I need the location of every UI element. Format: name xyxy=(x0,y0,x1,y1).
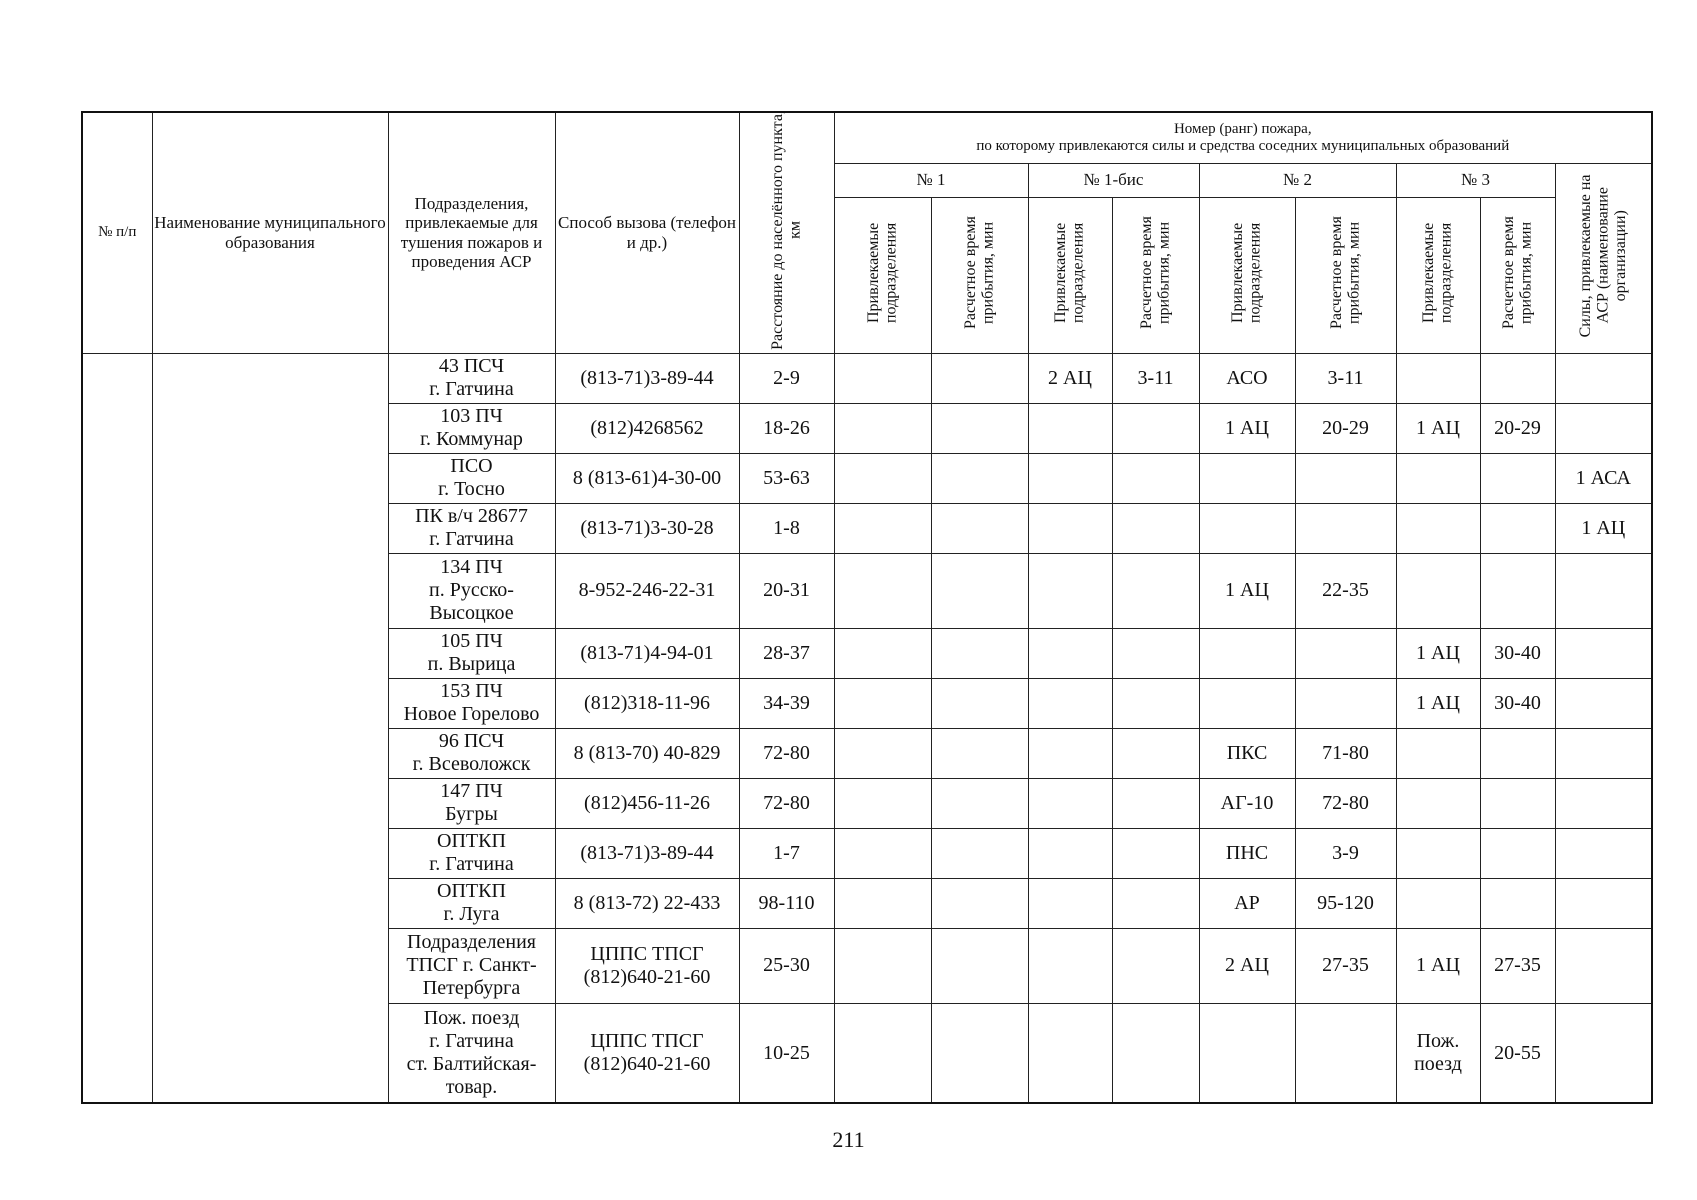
call-method-line: ЦППС ТПСГ xyxy=(590,942,704,965)
rank3-time-cell xyxy=(1480,778,1555,828)
rank3-units-cell xyxy=(1396,728,1480,778)
unit-line: товар. xyxy=(445,1076,498,1099)
rank2-units-cell: 1 АЦ xyxy=(1199,553,1295,628)
call-method-cell xyxy=(555,828,739,878)
rank1-units-cell xyxy=(834,878,931,928)
rank3-time-cell: 30-40 xyxy=(1480,678,1555,728)
rank3-units-cell: 1 АЦ xyxy=(1396,403,1480,453)
asr-cell xyxy=(1555,403,1652,453)
unit-line: г. Коммунар xyxy=(420,428,523,451)
rank2-time-cell xyxy=(1295,678,1396,728)
call-method-line: (812)318-11-96 xyxy=(584,691,710,714)
header-call-method: Способ вызова (телефон и др.) xyxy=(555,112,739,353)
rank1bis-time-cell xyxy=(1112,928,1199,1003)
rank3-time-cell: 27-35 xyxy=(1480,928,1555,1003)
call-method-line: 8 (813-61)4-30-00 xyxy=(572,466,722,489)
call-method-line: (812)4268562 xyxy=(590,416,704,439)
fire-forces-table xyxy=(81,111,1653,1104)
asr-cell xyxy=(1555,728,1652,778)
header-municipality: Наименование муниципального образования xyxy=(152,112,388,353)
page-number: 211 xyxy=(832,1127,865,1152)
rank1-units-cell xyxy=(834,678,931,728)
call-method-line: 8 (813-70) 40-829 xyxy=(573,741,721,764)
unit-cell xyxy=(388,353,555,403)
rank3-time-cell: 20-55 xyxy=(1480,1003,1555,1103)
unit-cell xyxy=(388,878,555,928)
asr-cell: 1 АЦ xyxy=(1555,503,1652,553)
distance-cell: 72-80 xyxy=(739,728,834,778)
rank3-units-cell: Пож. поезд xyxy=(1396,1003,1480,1103)
unit-line: г. Тосно xyxy=(438,478,505,501)
rank1-time-cell xyxy=(931,403,1028,453)
rank2-units-cell xyxy=(1199,453,1295,503)
rank1-time-cell xyxy=(931,503,1028,553)
rank1bis-time-cell xyxy=(1112,403,1199,453)
unit-line: ОПТКП xyxy=(437,830,506,853)
rank2-units-cell: 1 АЦ xyxy=(1199,403,1295,453)
rank2-units-cell: АР xyxy=(1199,878,1295,928)
rank3-units-cell xyxy=(1396,503,1480,553)
unit-cell xyxy=(388,403,555,453)
rank3-units-cell xyxy=(1396,353,1480,403)
unit-line: г. Гатчина xyxy=(429,378,514,401)
rank2-time-cell: 72-80 xyxy=(1295,778,1396,828)
rank2-time-cell xyxy=(1295,1003,1396,1103)
rank2-units-cell: АГ-10 xyxy=(1199,778,1295,828)
distance-cell: 53-63 xyxy=(739,453,834,503)
rank1bis-time-cell xyxy=(1112,1003,1199,1103)
unit-line: ОПТКП xyxy=(437,880,506,903)
rank2-time-cell: 3-9 xyxy=(1295,828,1396,878)
header-rank-3: № 3 xyxy=(1396,163,1555,197)
call-method-line: 8 (813-72) 22-433 xyxy=(573,891,721,914)
distance-cell: 25-30 xyxy=(739,928,834,1003)
rank2-units-cell: АСО xyxy=(1199,353,1295,403)
rank3-time-cell xyxy=(1480,353,1555,403)
unit-cell xyxy=(388,453,555,503)
rank2-units-cell xyxy=(1199,503,1295,553)
call-method-line: (812)640-21-60 xyxy=(583,965,711,988)
rank1-time-cell xyxy=(931,1003,1028,1103)
rank2-time-cell xyxy=(1295,628,1396,678)
unit-line: г. Луга xyxy=(443,903,500,926)
call-method-cell xyxy=(555,728,739,778)
distance-cell: 20-31 xyxy=(739,553,834,628)
rank1bis-units-cell xyxy=(1028,453,1112,503)
rank1-time-cell xyxy=(931,553,1028,628)
unit-line: ПК в/ч 28677 xyxy=(415,505,528,528)
rank2-units-cell: 2 АЦ xyxy=(1199,928,1295,1003)
header-r1bis-units: Привлекаемые подразделения xyxy=(1028,197,1112,353)
unit-cell xyxy=(388,678,555,728)
call-method-cell xyxy=(555,628,739,678)
rank3-units-cell: 1 АЦ xyxy=(1396,678,1480,728)
rank3-time-cell xyxy=(1480,503,1555,553)
unit-line: п. Вырица xyxy=(427,653,516,676)
asr-cell xyxy=(1555,828,1652,878)
unit-line: г. Всеволожск xyxy=(412,753,531,776)
rank1bis-units-cell xyxy=(1028,628,1112,678)
rank3-time-cell xyxy=(1480,828,1555,878)
unit-cell xyxy=(388,728,555,778)
call-method-cell xyxy=(555,928,739,1003)
rank3-time-cell xyxy=(1480,553,1555,628)
rank1bis-time-cell xyxy=(1112,778,1199,828)
unit-line: 134 ПЧ xyxy=(440,556,503,579)
distance-cell: 10-25 xyxy=(739,1003,834,1103)
unit-line: п. Русско- xyxy=(429,579,514,602)
call-method-line: (812)456-11-26 xyxy=(584,791,710,814)
rank1-units-cell xyxy=(834,928,931,1003)
rank2-time-cell: 71-80 xyxy=(1295,728,1396,778)
rank2-units-cell xyxy=(1199,678,1295,728)
distance-cell: 72-80 xyxy=(739,778,834,828)
unit-cell xyxy=(388,778,555,828)
unit-line: ТПСГ г. Санкт- xyxy=(406,954,537,977)
rank1-time-cell xyxy=(931,828,1028,878)
rank1-time-cell xyxy=(931,928,1028,1003)
call-method-line: ЦППС ТПСГ xyxy=(590,1030,704,1053)
rank1-time-cell xyxy=(931,628,1028,678)
unit-cell xyxy=(388,553,555,628)
call-method-line: 8-952-246-22-31 xyxy=(578,579,716,602)
header-rank-1: № 1 xyxy=(834,163,1028,197)
rank3-units-cell xyxy=(1396,828,1480,878)
header-rank-2: № 2 xyxy=(1199,163,1396,197)
header-rank-1bis: № 1-бис xyxy=(1028,163,1199,197)
unit-line: 153 ПЧ xyxy=(440,680,503,703)
rank3-units-cell xyxy=(1396,453,1480,503)
header-units: Подразделения, привлекаемые для тушения пожаров и проведения АСР xyxy=(388,112,555,353)
unit-line: Пож. поезд xyxy=(423,1007,520,1030)
unit-line: Петербурга xyxy=(422,977,521,1000)
distance-cell: 2-9 xyxy=(739,353,834,403)
header-r2-time: Расчетное время прибытия, мин xyxy=(1295,197,1396,353)
unit-line: г. Гатчина xyxy=(429,1030,514,1053)
rank2-time-cell: 20-29 xyxy=(1295,403,1396,453)
rank1bis-time-cell xyxy=(1112,553,1199,628)
unit-line: ст. Балтийская- xyxy=(406,1053,537,1076)
rank3-units-cell xyxy=(1396,778,1480,828)
call-method-cell xyxy=(555,353,739,403)
unit-cell xyxy=(388,628,555,678)
rank1bis-time-cell xyxy=(1112,628,1199,678)
table-body xyxy=(82,353,1652,1103)
rank1-time-cell xyxy=(931,878,1028,928)
unit-cell xyxy=(388,928,555,1003)
municipality-cell xyxy=(152,353,388,1103)
rank1bis-units-cell xyxy=(1028,1003,1112,1103)
unit-cell xyxy=(388,1003,555,1103)
distance-cell: 1-7 xyxy=(739,828,834,878)
header-fire-rank xyxy=(834,112,1652,163)
number-cell xyxy=(82,353,152,1103)
rank1bis-units-cell xyxy=(1028,928,1112,1003)
rank1-units-cell xyxy=(834,503,931,553)
unit-line: 105 ПЧ xyxy=(440,630,503,653)
asr-cell xyxy=(1555,628,1652,678)
rank1bis-time-cell xyxy=(1112,453,1199,503)
rank1bis-time-cell xyxy=(1112,503,1199,553)
asr-cell xyxy=(1555,928,1652,1003)
unit-cell xyxy=(388,503,555,553)
unit-line: г. Гатчина xyxy=(429,853,514,876)
header-r3-time: Расчетное время прибытия, мин xyxy=(1480,197,1555,353)
rank1bis-time-cell xyxy=(1112,878,1199,928)
distance-cell: 28-37 xyxy=(739,628,834,678)
rank3-time-cell xyxy=(1480,453,1555,503)
call-method-cell xyxy=(555,403,739,453)
rank1-units-cell xyxy=(834,778,931,828)
rank3-units-cell xyxy=(1396,878,1480,928)
rank1-units-cell xyxy=(834,403,931,453)
rank2-time-cell: 3-11 xyxy=(1295,353,1396,403)
call-method-line: (812)640-21-60 xyxy=(583,1053,711,1076)
call-method-cell xyxy=(555,503,739,553)
rank1bis-time-cell xyxy=(1112,828,1199,878)
rank1bis-units-cell xyxy=(1028,503,1112,553)
header-fire-rank-line2: по которому привлекаются силы и средства соседних муниципальных образований xyxy=(976,137,1510,154)
table-row xyxy=(82,353,1652,403)
rank1-time-cell xyxy=(931,728,1028,778)
call-method-line: (813-71)3-89-44 xyxy=(580,841,714,864)
rank1-time-cell xyxy=(931,678,1028,728)
rank2-units-cell: ПКС xyxy=(1199,728,1295,778)
rank2-units-cell xyxy=(1199,1003,1295,1103)
asr-cell xyxy=(1555,778,1652,828)
header-r1bis-time: Расчетное время прибытия, мин xyxy=(1112,197,1199,353)
rank1-units-cell xyxy=(834,453,931,503)
rank1-units-cell xyxy=(834,553,931,628)
rank3-units-cell: 1 АЦ xyxy=(1396,928,1480,1003)
rank1-time-cell xyxy=(931,778,1028,828)
rank2-time-cell xyxy=(1295,453,1396,503)
rank2-time-cell: 22-35 xyxy=(1295,553,1396,628)
rank3-time-cell xyxy=(1480,878,1555,928)
rank2-units-cell: ПНС xyxy=(1199,828,1295,878)
header-r2-units: Привлекаемые подразделения xyxy=(1199,197,1295,353)
rank2-time-cell: 95-120 xyxy=(1295,878,1396,928)
unit-line: Бугры xyxy=(445,803,498,826)
call-method-cell xyxy=(555,453,739,503)
unit-line: г. Гатчина xyxy=(429,528,514,551)
rank1bis-units-cell xyxy=(1028,553,1112,628)
rank3-units-cell xyxy=(1396,553,1480,628)
rank1bis-units-cell xyxy=(1028,778,1112,828)
asr-cell xyxy=(1555,678,1652,728)
rank1bis-time-cell: 3-11 xyxy=(1112,353,1199,403)
call-method-cell xyxy=(555,678,739,728)
rank1bis-units-cell xyxy=(1028,403,1112,453)
asr-cell xyxy=(1555,553,1652,628)
header-asr-forces: Силы, привлекаемые на АСР (наименование организации) xyxy=(1555,163,1652,353)
rank1-units-cell xyxy=(834,1003,931,1103)
rank3-units-cell: 1 АЦ xyxy=(1396,628,1480,678)
rank1-units-cell xyxy=(834,628,931,678)
rank2-time-cell: 27-35 xyxy=(1295,928,1396,1003)
call-method-cell xyxy=(555,778,739,828)
unit-line: Подразделения xyxy=(407,931,536,954)
rank1-units-cell xyxy=(834,353,931,403)
rank1bis-units-cell: 2 АЦ xyxy=(1028,353,1112,403)
unit-line: 43 ПСЧ xyxy=(438,355,505,378)
rank1-time-cell xyxy=(931,453,1028,503)
rank1bis-time-cell xyxy=(1112,728,1199,778)
header-r1-units: Привлекаемые подразделения xyxy=(834,197,931,353)
call-method-line: (813-71)3-30-28 xyxy=(580,516,714,539)
unit-line: ПСО xyxy=(450,455,493,478)
distance-cell: 1-8 xyxy=(739,503,834,553)
unit-line: 96 ПСЧ xyxy=(438,730,505,753)
call-method-line: (813-71)4-94-01 xyxy=(580,641,714,664)
distance-cell: 98-110 xyxy=(739,878,834,928)
rank1bis-units-cell xyxy=(1028,878,1112,928)
header-r1-time: Расчетное время прибытия, мин xyxy=(931,197,1028,353)
rank1bis-time-cell xyxy=(1112,678,1199,728)
call-method-cell xyxy=(555,1003,739,1103)
unit-line: Новое Горелово xyxy=(403,703,540,726)
rank2-units-cell xyxy=(1199,628,1295,678)
rank1bis-units-cell xyxy=(1028,828,1112,878)
header-number: № п/п xyxy=(82,112,152,353)
rank1-units-cell xyxy=(834,828,931,878)
header-r3-units: Привлекаемые подразделения xyxy=(1396,197,1480,353)
asr-cell xyxy=(1555,1003,1652,1103)
unit-line: 147 ПЧ xyxy=(440,780,503,803)
call-method-line: (813-71)3-89-44 xyxy=(580,366,714,389)
unit-line: Высоцкое xyxy=(429,602,514,625)
rank1-units-cell xyxy=(834,728,931,778)
unit-line: 103 ПЧ xyxy=(440,405,503,428)
distance-cell: 18-26 xyxy=(739,403,834,453)
rank3-time-cell: 30-40 xyxy=(1480,628,1555,678)
header-fire-rank-line1: Номер (ранг) пожара, xyxy=(1173,120,1312,137)
call-method-cell xyxy=(555,878,739,928)
unit-cell xyxy=(388,828,555,878)
distance-cell: 34-39 xyxy=(739,678,834,728)
rank3-time-cell: 20-29 xyxy=(1480,403,1555,453)
asr-cell: 1 АСА xyxy=(1555,453,1652,503)
asr-cell xyxy=(1555,353,1652,403)
rank1bis-units-cell xyxy=(1028,678,1112,728)
call-method-cell xyxy=(555,553,739,628)
rank1bis-units-cell xyxy=(1028,728,1112,778)
asr-cell xyxy=(1555,878,1652,928)
header-distance: Расстояние до населённого пункта, км xyxy=(739,112,834,353)
rank3-time-cell xyxy=(1480,728,1555,778)
rank1-time-cell xyxy=(931,353,1028,403)
rank2-time-cell xyxy=(1295,503,1396,553)
